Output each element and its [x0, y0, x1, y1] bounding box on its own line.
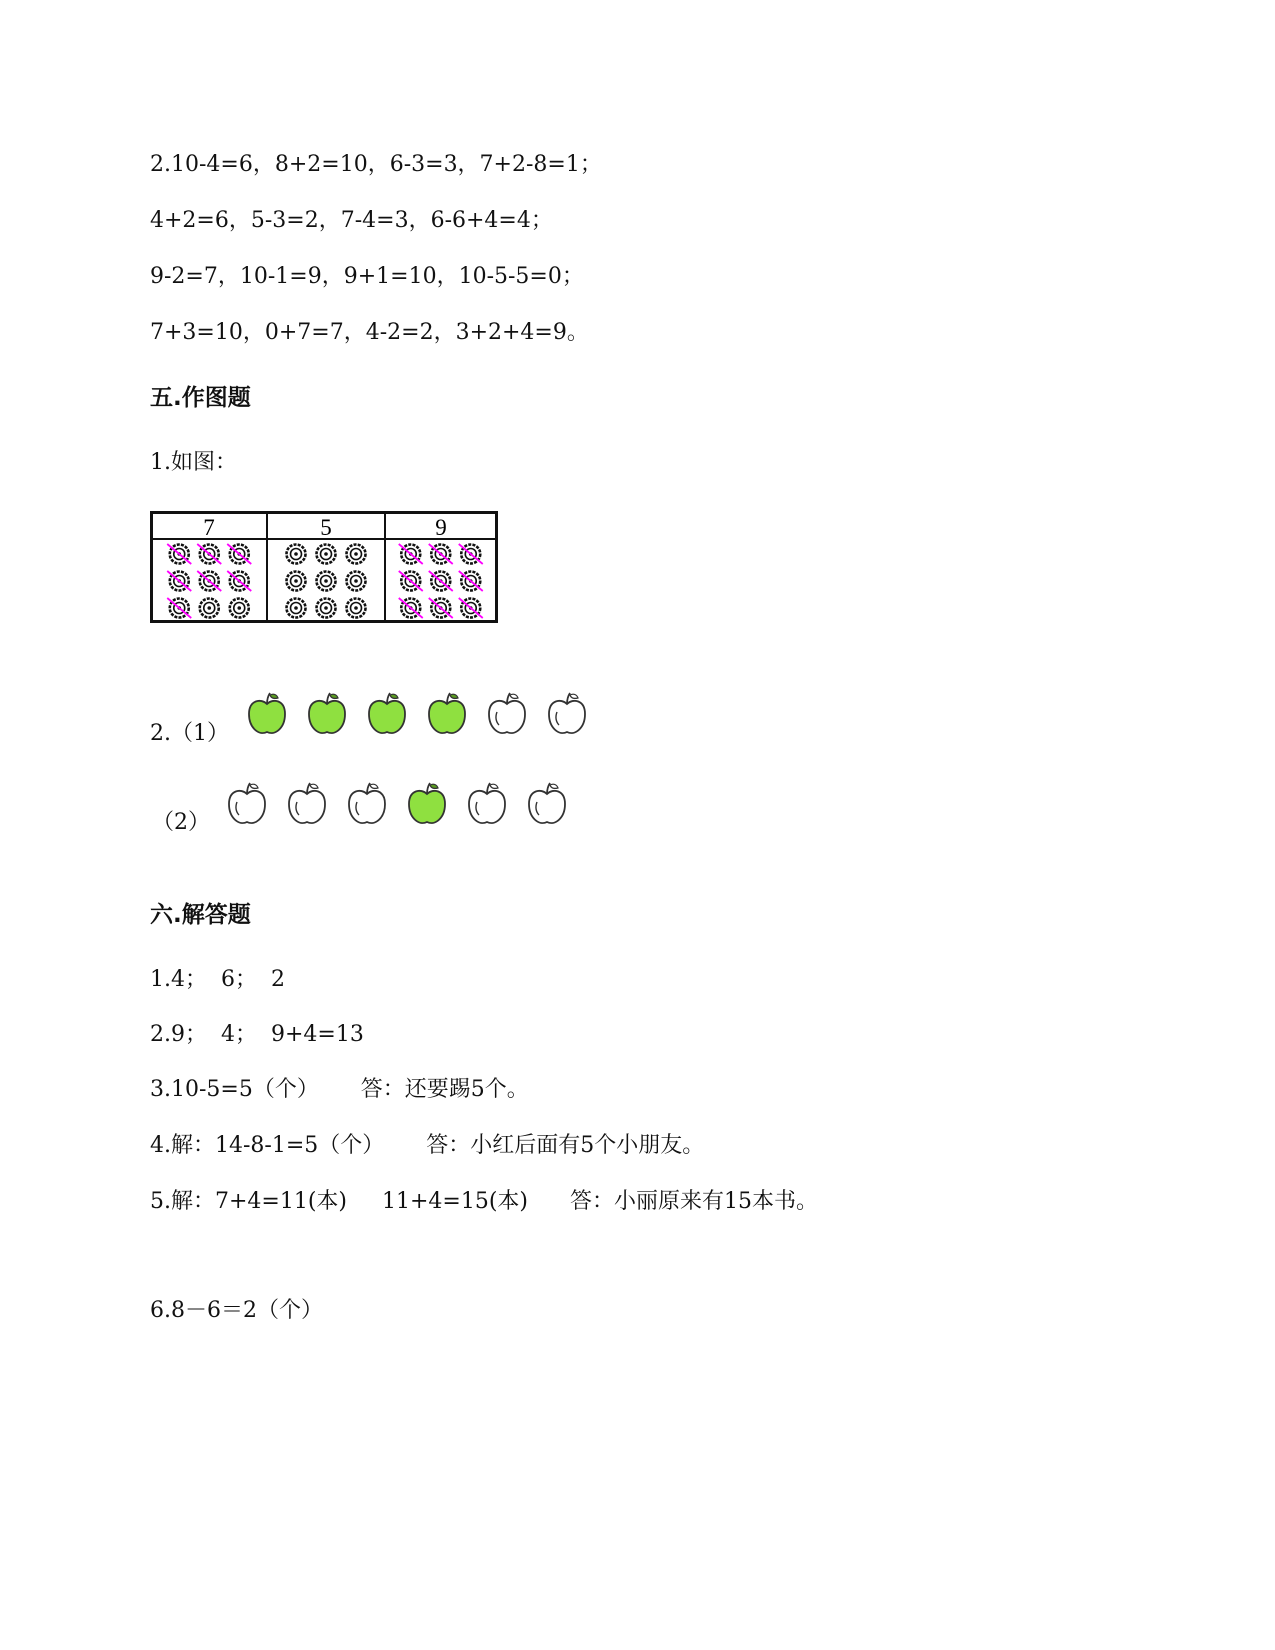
target-circle-icon: [317, 545, 336, 564]
target-circle-icon: [459, 598, 483, 618]
green-apple-icon: [425, 690, 469, 740]
target-circle-icon: [347, 545, 366, 564]
outline-apple-icon: [345, 780, 389, 830]
target-circle-icon: [167, 598, 191, 618]
section5-heading: 五.作图题: [150, 385, 251, 411]
section4-line-1: 2.10-4=6，8+2=10，6-3=3，7+2-8=1；: [150, 152, 602, 177]
green-apple-icon: [245, 690, 289, 740]
table-header-2: 5: [320, 515, 332, 540]
target-circle-icon: [287, 599, 306, 618]
target-circle-icon: [459, 571, 483, 591]
section4-line-4: 7+3=10，0+7=7，4-2=2，3+2+4=9。: [150, 320, 589, 345]
green-apple-icon: [405, 780, 449, 830]
table-header-1: 7: [203, 515, 215, 540]
q1-label: 1.如图：: [150, 450, 237, 475]
target-circle-icon: [230, 599, 249, 618]
answer-5: 5.解：7+4=11(本) 11+4=15(本) 答：小丽原来有15本书。: [150, 1189, 818, 1214]
target-circle-icon: [167, 571, 191, 591]
target-circle-icon: [200, 599, 219, 618]
outline-apple-icon: [545, 690, 589, 740]
counting-table: [150, 511, 498, 627]
target-circle-icon: [227, 571, 251, 591]
outline-apple-icon: [525, 780, 569, 830]
outline-apple-icon: [485, 690, 529, 740]
target-circle-icon: [347, 572, 366, 591]
outline-apple-icon: [285, 780, 329, 830]
answer-1: 1.4； 6； 2: [150, 967, 285, 992]
counting-table-svg: [150, 511, 498, 623]
section6-heading: 六.解答题: [150, 902, 251, 928]
outline-apple-icon: [225, 780, 269, 830]
target-circle-icon: [399, 544, 423, 564]
target-circle-icon: [167, 544, 191, 564]
answer-6: 6.8－6＝2（个）: [150, 1298, 323, 1323]
target-circle-icon: [399, 598, 423, 618]
target-circle-icon: [197, 571, 221, 591]
answer-3: 3.10-5=5（个） 答：还要踢5个。: [150, 1077, 529, 1102]
q2-label-2: （2）: [152, 810, 210, 835]
target-circle-icon: [399, 571, 423, 591]
target-circle-icon: [197, 544, 221, 564]
target-circle-icon: [429, 598, 453, 618]
target-circle-icon: [429, 544, 453, 564]
green-apple-icon: [305, 690, 349, 740]
section4-line-2: 4+2=6，5-3=2，7-4=3，6-6+4=4；: [150, 208, 553, 233]
section4-line-3: 9-2=7，10-1=9，9+1=10，10-5-5=0；: [150, 264, 584, 289]
target-circle-icon: [347, 599, 366, 618]
table-header-3: 9: [435, 515, 447, 540]
target-circle-icon: [227, 544, 251, 564]
q2-label-1: 2.（1）: [150, 721, 229, 746]
target-circle-icon: [459, 544, 483, 564]
green-apple-icon: [365, 690, 409, 740]
answer-2: 2.9； 4； 9+4=13: [150, 1022, 364, 1047]
answer-4: 4.解：14-8-1=5（个） 答：小红后面有5个小朋友。: [150, 1133, 705, 1158]
target-circle-icon: [287, 572, 306, 591]
target-circle-icon: [287, 545, 306, 564]
target-circle-icon: [317, 572, 336, 591]
outline-apple-icon: [465, 780, 509, 830]
target-circle-icon: [317, 599, 336, 618]
target-circle-icon: [429, 571, 453, 591]
